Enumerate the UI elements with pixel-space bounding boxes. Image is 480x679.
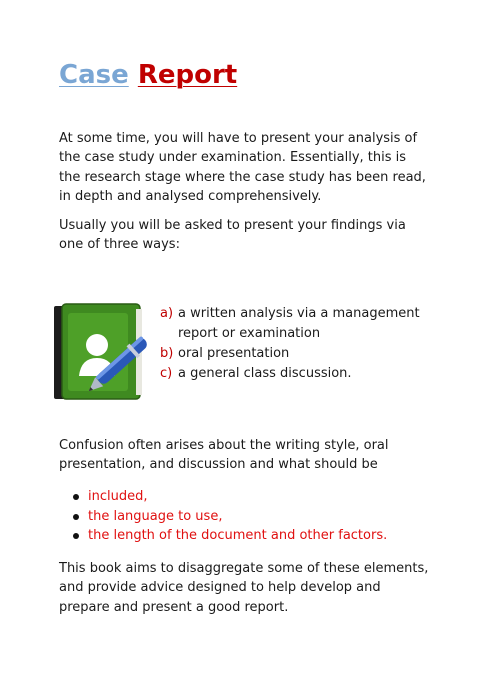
address-book-with-pen-icon <box>52 303 154 401</box>
bullet-icon <box>73 533 79 539</box>
list-item-text: the language to use, <box>88 508 223 524</box>
list-marker: b) <box>160 346 174 361</box>
ways-paragraph: Usually you will be asked to present your findings via one of three ways: <box>59 218 406 253</box>
bullet-icon <box>73 494 79 500</box>
list-item-text: the length of the document and other factors. <box>88 528 388 543</box>
list-item <box>160 344 440 364</box>
list-item-text: oral presentation <box>178 346 290 361</box>
list-item-text: a written analysis via a management report or examination <box>178 306 420 341</box>
intro-paragraph: At some time, you will have to present your analysis of the case study under examination. Essentially, this is the research stage where the case study has been read, in depth and analysed comprehensively. <box>59 131 426 205</box>
closing-paragraph: This book aims to disaggregate some of these elements, and provide advice designed to help develop and prepare and present a good report. <box>59 561 429 615</box>
bullet-icon <box>73 514 79 520</box>
list-marker: c) <box>160 366 173 381</box>
title-word-case: Case <box>59 60 129 90</box>
list-item <box>70 526 410 546</box>
list-item <box>160 364 440 384</box>
list-item <box>70 487 410 507</box>
presentation-options-list <box>160 304 440 384</box>
considerations-list <box>70 487 410 546</box>
list-item-text: a general class discussion. <box>178 366 352 381</box>
list-item <box>160 304 440 344</box>
list-item <box>70 507 410 527</box>
list-marker: a) <box>160 306 174 321</box>
list-item-text: included, <box>88 489 148 504</box>
confusion-paragraph: Confusion often arises about the writing style, oral presentation, and discussion and what should be <box>59 438 389 473</box>
title-word-report: Report <box>137 60 238 90</box>
page-title <box>59 58 237 92</box>
